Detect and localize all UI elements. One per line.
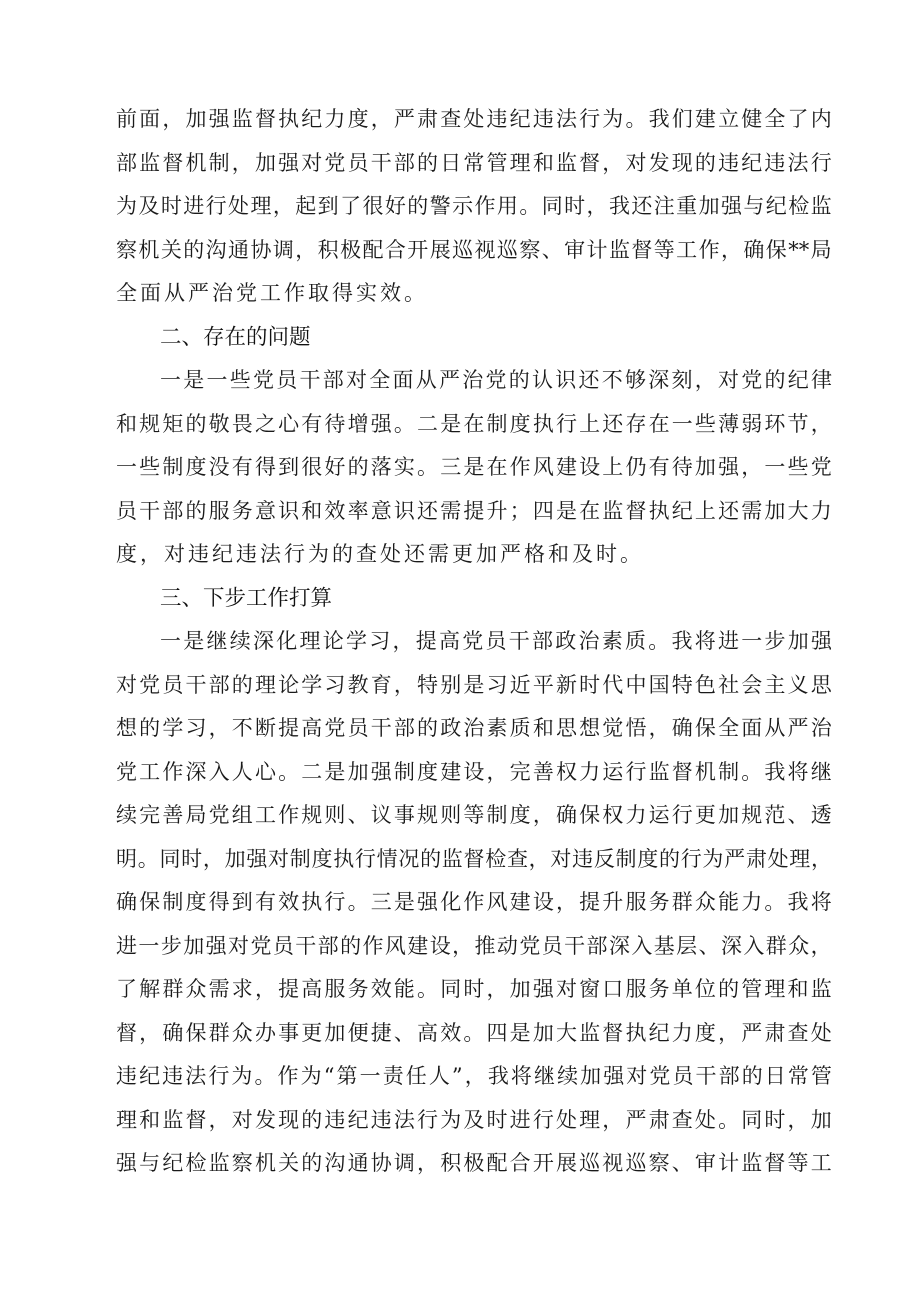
body-line: 察 机 关 的 沟 通 协 调 ， 积 极 配 合 开 展 巡 视 巡 察 、 审 计 监 督 等 工 作 ， 确 保 ** 局: [116, 237, 832, 262]
body-line: 部 监 督 机 制 ， 加 强 对 党 员 干 部 的 日 常 管 理 和 监 督 ， 对 发 现 的 违 纪 违 法 行: [116, 150, 832, 175]
body-line: 全面从严治党工作取得实效。: [116, 281, 428, 305]
body-line: 为 及 时 进 行 处 理 ， 起 到 了 很 好 的 警 示 作 用 。 同 时 ， 我 还 注 重 加 强 与 纪 检 监: [116, 194, 832, 218]
body-line: 明 。 同 时 ， 加 强 对 制 度 执 行 情 况 的 监 督 检 查 ， 对 违 反 制 度 的 行 为 严 肃 处 理 ，: [116, 846, 832, 871]
body-line: 对 党 员 干 部 的 理 论 学 习 教 育 ， 特 别 是 习 近 平 新 时 代 中 国 特 色 社 会 主 义 思: [116, 672, 832, 697]
body-line: 前 面 ， 加 强 监 督 执 纪 力 度 ， 严 肃 查 处 违 纪 违 法 行 为 。 我 们 建 立 健 全 了 内: [116, 107, 832, 131]
section-heading-next-steps: 三、下步工作打算: [160, 585, 333, 611]
body-line: 一 是 一 些 党 员 干 部 对 全 面 从 严 治 党 的 认 识 还 不 够 深 刻 ， 对 党 的 纪 律: [160, 368, 832, 392]
body-line: 员 干 部 的 服 务 意 识 和 效 率 意 识 还 需 提 升 ； 四 是 在 监 督 执 纪 上 还 需 加 大 力: [116, 498, 832, 523]
document-body: [116, 98, 832, 1186]
body-line: 一 些 制 度 没 有 得 到 很 好 的 落 实 。 三 是 在 作 风 建 设 上 仍 有 待 加 强 ， 一 些 党: [116, 455, 832, 479]
section-heading-problems: 二、存在的问题: [160, 324, 311, 350]
body-line: 强 与 纪 检 监 察 机 关 的 沟 通 协 调 ， 积 极 配 合 开 展 巡 视 巡 察 、 审 计 监 督 等 工: [116, 1151, 832, 1175]
body-line: 违 纪 违 法 行 为 。 作 为 “ 第 一 责 任 人 ” ， 我 将 继 续 加 强 对 党 员 干 部 的 日 常 管: [116, 1064, 832, 1088]
body-line: 了 解 群 众 需 求 ， 提 高 服 务 效 能 。 同 时 ， 加 强 对 窗 口 服 务 单 位 的 管 理 和 监: [116, 977, 832, 1001]
body-line: 理 和 监 督 ， 对 发 现 的 违 纪 违 法 行 为 及 时 进 行 处 理 ， 严 肃 查 处 。 同 时 ， 加: [116, 1107, 832, 1132]
body-line: 续 完 善 局 党 组 工 作 规 则 、 议 事 规 则 等 制 度 ， 确 保 权 力 运 行 更 加 规 范 、 透: [116, 803, 832, 827]
body-line: 进 一 步 加 强 对 党 员 干 部 的 作 风 建 设 ， 推 动 党 员 干 部 深 入 基 层 、 深 入 群 众 ，: [116, 933, 832, 958]
body-line: 和 规 矩 的 敬 畏 之 心 有 待 增 强 。 二 是 在 制 度 执 行 上 还 存 在 一 些 薄 弱 环 节 ，: [116, 411, 832, 436]
body-line: 督 ， 确 保 群 众 办 事 更 加 便 捷 、 高 效 。 四 是 加 大 监 督 执 纪 力 度 ， 严 肃 查 处: [116, 1020, 832, 1045]
body-line: 度，对违纪违法行为的查处还需更加严格和及时。: [116, 542, 644, 566]
body-line: 党 工 作 深 入 人 心 。 二 是 加 强 制 度 建 设 ， 完 善 权 力 运 行 监 督 机 制 。 我 将 继: [116, 759, 832, 784]
body-line: 一 是 继 续 深 化 理 论 学 习 ， 提 高 党 员 干 部 政 治 素 质 。 我 将 进 一 步 加 强: [160, 629, 832, 653]
body-line: 想 的 学 习 ， 不 断 提 高 党 员 干 部 的 政 治 素 质 和 思 想 觉 悟 ， 确 保 全 面 从 严 治: [116, 716, 832, 740]
body-line: 确 保 制 度 得 到 有 效 执 行 。 三 是 强 化 作 风 建 设 ， 提 升 服 务 群 众 能 力 。 我 将: [116, 890, 832, 914]
